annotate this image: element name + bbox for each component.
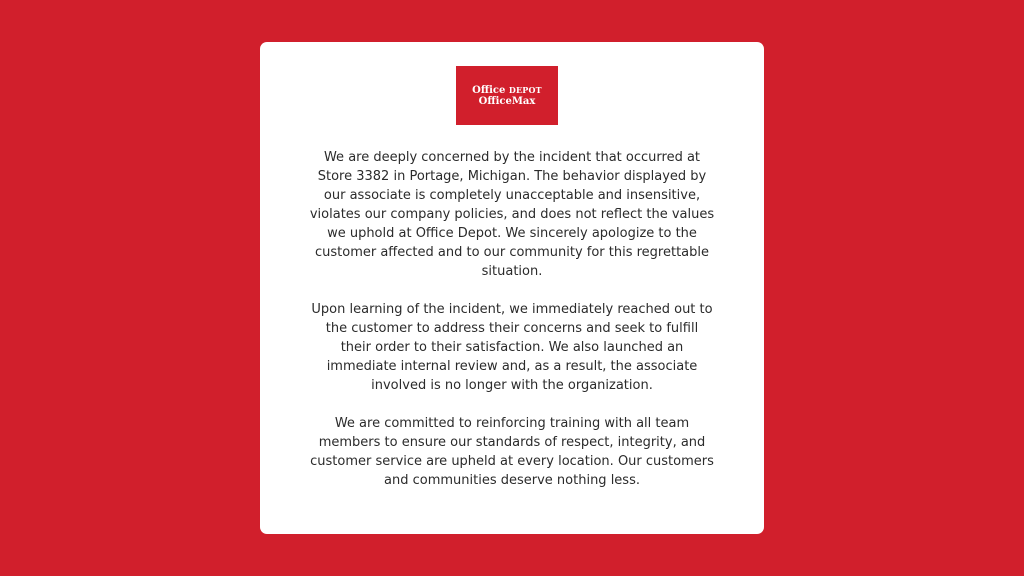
paragraph-line: We are committed to reinforcing training with all team xyxy=(334,416,690,431)
paragraph-line: their order to their satisfaction. We also launched an xyxy=(340,340,684,355)
office-depot-officemax-logo xyxy=(456,66,558,125)
paragraph-line: immediate internal review and, as a result, the associate xyxy=(326,359,698,374)
logo-office-text: Office xyxy=(472,84,506,96)
paragraph-line: customer affected and to our community for this regrettable xyxy=(314,245,710,260)
paragraph-line: situation. xyxy=(481,264,543,279)
paragraph-line: we uphold at Office Depot. We sincerely apologize to the xyxy=(327,226,697,241)
paragraph-line: and communities deserve nothing less. xyxy=(384,473,640,488)
logo-line-1 xyxy=(472,85,542,96)
statement-card xyxy=(260,42,764,534)
paragraph-line: customer service are upheld at every location. Our customers xyxy=(310,454,714,469)
paragraph-line: We are deeply concerned by the incident that occurred at xyxy=(323,150,701,165)
logo-officemax-text: OfficeMax xyxy=(478,95,536,107)
statement-text xyxy=(290,148,734,490)
logo-depot-text: DEPOT xyxy=(508,84,542,95)
paragraph-line: Store 3382 in Portage, Michigan. The behavior displayed by xyxy=(317,169,707,184)
statement-paragraph-3 xyxy=(290,414,734,490)
paragraph-line: the customer to address their concerns and seek to fulfill xyxy=(325,321,699,336)
statement-paragraph-1 xyxy=(290,148,734,281)
paragraph-line: violates our company policies, and does not reflect the values xyxy=(309,207,715,222)
paragraph-line: our associate is completely unacceptable and insensitive, xyxy=(323,188,701,203)
paragraph-line: involved is no longer with the organization. xyxy=(371,378,653,393)
statement-paragraph-2 xyxy=(290,300,734,395)
paragraph-line: members to ensure our standards of respect, integrity, and xyxy=(318,435,706,450)
paragraph-line: Upon learning of the incident, we immediately reached out to xyxy=(311,302,713,317)
